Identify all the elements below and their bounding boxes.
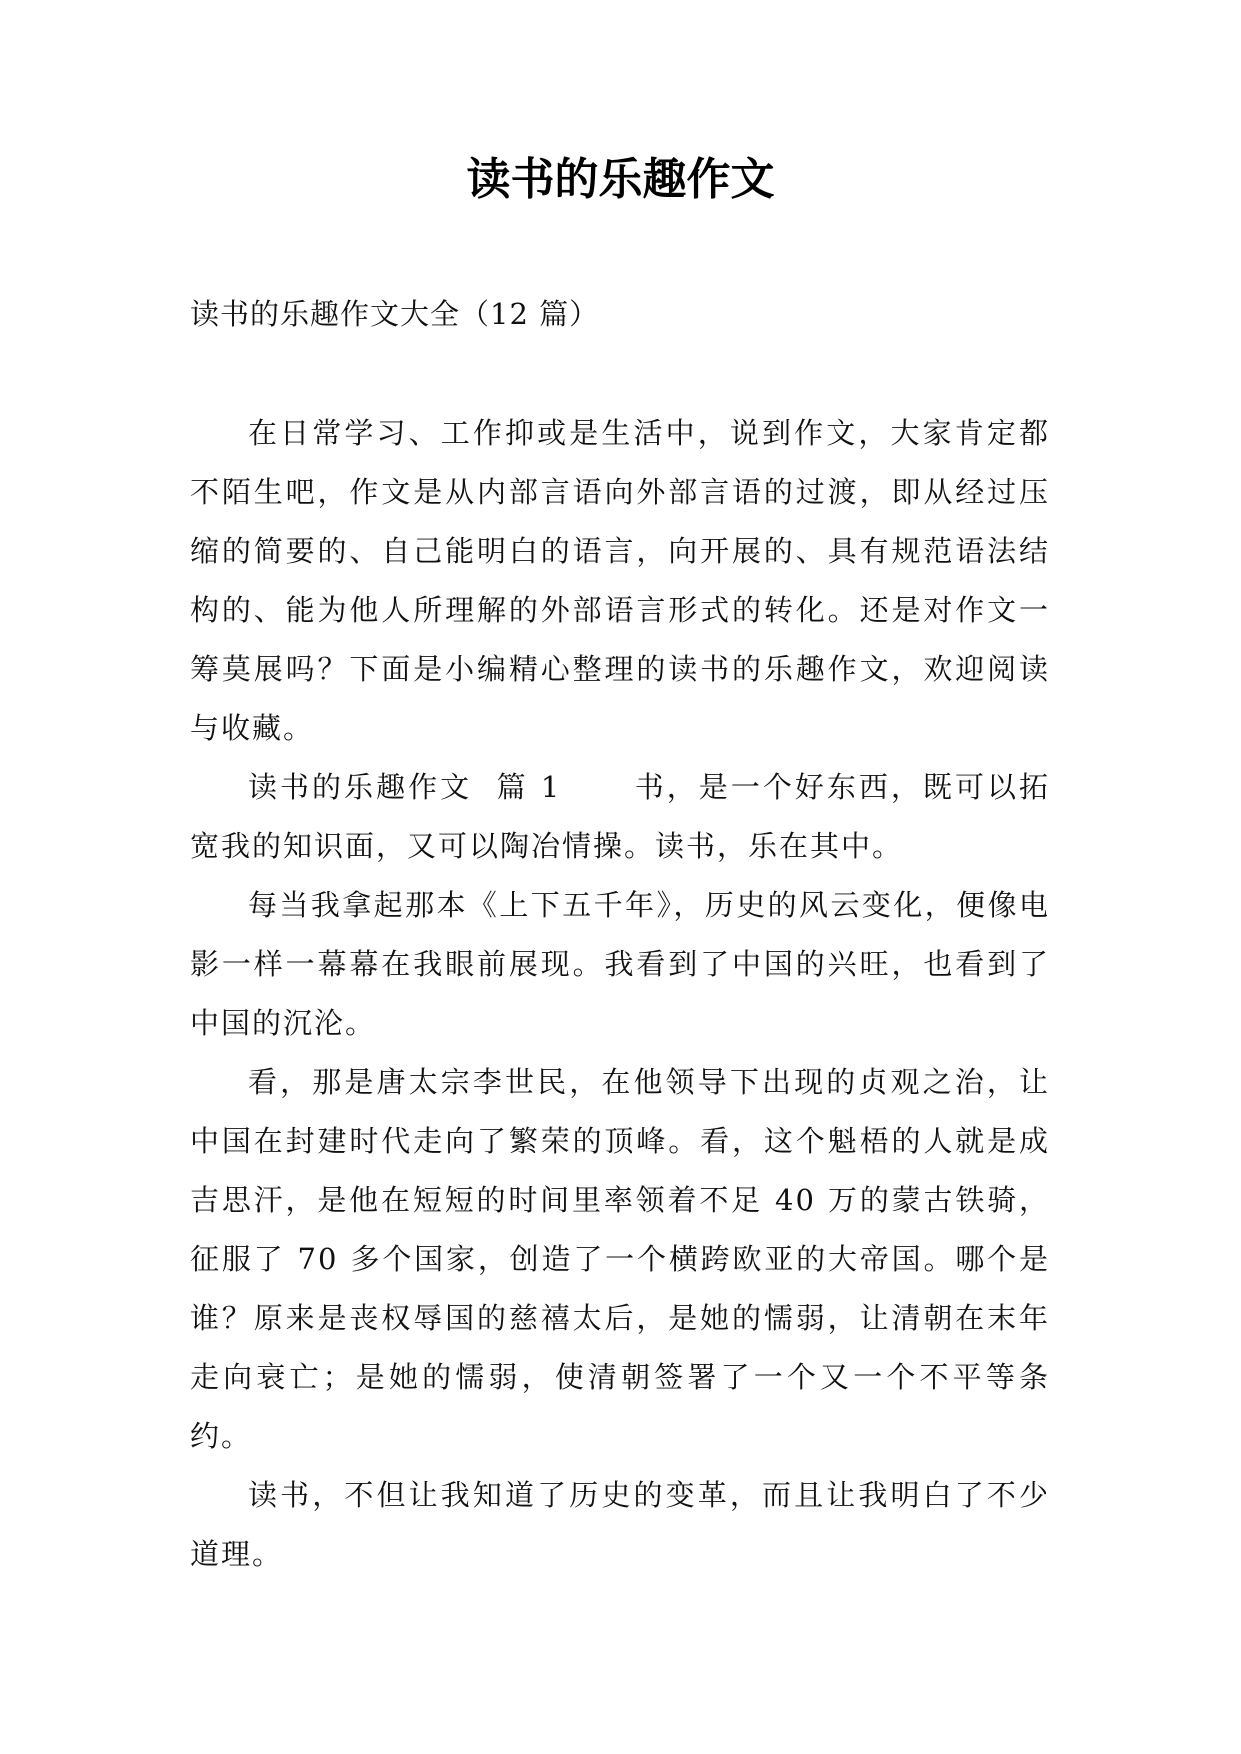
paragraph-historical-figures: 看，那是唐太宗李世民，在他领导下出现的贞观之治，让中国在封建时代走向了繁荣的顶峰。看，这个魁梧的人就是成吉思汗，是他在短短的时间里率领着不足 40 万的蒙古铁骑，征服了 70 多个国家，创造了一个横跨欧亚的大帝国。哪个是谁？原来是丧权辱国的慈禧太后，是她的懦弱，让清朝在末年走向衰亡；是她的懦弱，使清朝签署了一个又一个不平等条约。 (190, 1065, 1050, 1453)
document-body (190, 404, 1050, 1584)
document-title: 读书的乐趣作文 (466, 154, 775, 205)
document-subtitle: 读书的乐趣作文大全（12 篇） (190, 297, 600, 331)
paragraph-intro: 在日常学习、工作抑或是生活中，说到作文，大家肯定都不陌生吧，作文是从内部言语向外部言语的过渡，即从经过压缩的简要的、自己能明白的语言，向开展的、具有规范语法结构的、能为他人所理解的外部语言形式的转化。还是对作文一筹莫展吗？下面是小编精心整理的读书的乐趣作文，欢迎阅读与收藏。 (190, 416, 1050, 745)
paragraph-history-book: 每当我拿起那本《上下五千年》，历史的风云变化，便像电影一样一幕幕在我眼前展现。我看到了中国的兴旺，也看到了中国的沉沦。 (190, 888, 1050, 1040)
paragraph-essay-1-opening: 读书的乐趣作文 篇 1 书，是一个好东西，既可以拓宽我的知识面，又可以陶冶情操。读书，乐在其中。 (190, 770, 1050, 863)
paragraph-conclusion: 读书，不但让我知道了历史的变革，而且让我明白了不少道理。 (190, 1478, 1050, 1571)
